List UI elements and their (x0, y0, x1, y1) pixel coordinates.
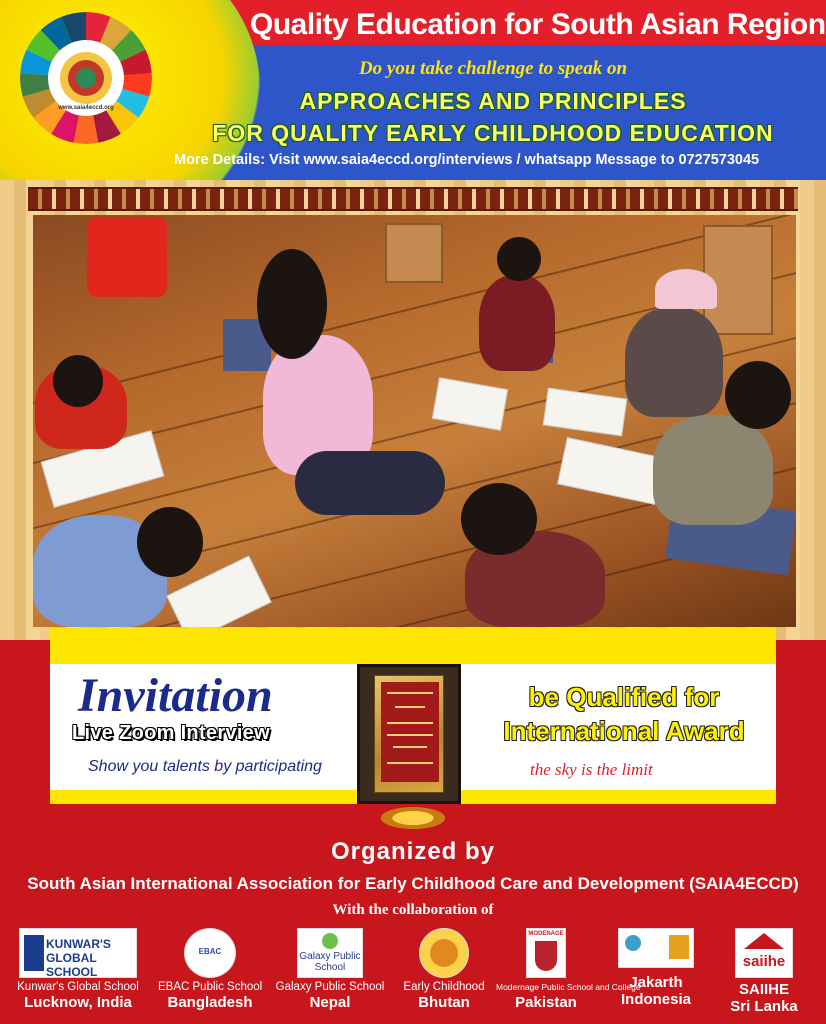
yellow-strip-top (50, 628, 776, 664)
invitation-title: Invitation (78, 669, 273, 722)
collaboration-label: With the collaboration of (332, 902, 494, 918)
partner-sub: Kunwar's Global School (17, 981, 139, 993)
galaxy-logo: Galaxy Public School (297, 928, 363, 978)
organized-by-heading: Organized by (330, 838, 496, 865)
indonesia-logo (618, 928, 694, 968)
partner-location: Bhutan (418, 994, 470, 1011)
partner-location: Sri Lanka (730, 998, 798, 1015)
partner-galaxy (272, 928, 388, 1011)
challenge-question: Do you take challenge to speak on (358, 58, 628, 79)
partner-location: Pakistan (515, 994, 577, 1011)
partner-location: Bangladesh (167, 994, 253, 1011)
partner-saiihe (716, 928, 812, 1015)
more-details-text: More Details: Visit www.saia4eccd.org/interviews / whatsapp Message to 0727573045 (174, 152, 760, 168)
partner-location: Nepal (309, 994, 351, 1011)
kunwars-logo: KUNWAR'S GLOBAL SCHOOL (19, 928, 137, 978)
modernage-logo: MODENAGE (526, 928, 566, 978)
partner-modernage (496, 928, 641, 1011)
topic-line-2: FOR QUALITY EARLY CHILDHOOD EDUCATION (212, 120, 774, 146)
ornamental-border (28, 187, 798, 211)
organizer-name: South Asian International Association for Early Childhood Care and Development (SAIA4ECCD) (27, 874, 799, 893)
live-zoom-interview: Live Zoom Interview (72, 722, 270, 744)
invitation-tagline: Show you talents by participating (88, 758, 322, 775)
saiihe-logo: saiihe (735, 928, 793, 978)
ebac-logo: EBAC (184, 928, 236, 978)
partner-indonesia (604, 928, 708, 1008)
partner-sub: Galaxy Public School (275, 981, 385, 993)
partner-ebac (158, 928, 262, 1011)
sdg-logo-url: www.saia4eccd.org (58, 105, 114, 111)
sdg-wheel-logo (20, 12, 152, 144)
partner-sub: Modernage Public School and College (496, 982, 641, 992)
partner-kunwars (12, 928, 144, 1011)
partner-location: Jakarth Indonesia (620, 974, 691, 1008)
partner-location: Lucknow, India (24, 994, 132, 1011)
decorative-ornament (372, 804, 454, 832)
partner-sub: Early Childhood (403, 981, 485, 993)
classroom-photo (33, 215, 796, 627)
page-title: Quality Education for South Asian Region (250, 8, 826, 41)
award-plaque-image (357, 664, 461, 804)
partner-sub: SAIIHE (738, 981, 789, 998)
partner-bhutan (398, 928, 490, 1011)
topic-line-1: APPROACHES AND PRINCIPLES (299, 88, 687, 114)
award-line-1: be Qualified for (528, 682, 720, 712)
bhutan-logo (419, 928, 469, 978)
award-motto: the sky is the limit (530, 760, 653, 779)
award-line-2: International Award (503, 716, 745, 746)
partner-sub: EBAC Public School (158, 981, 263, 993)
